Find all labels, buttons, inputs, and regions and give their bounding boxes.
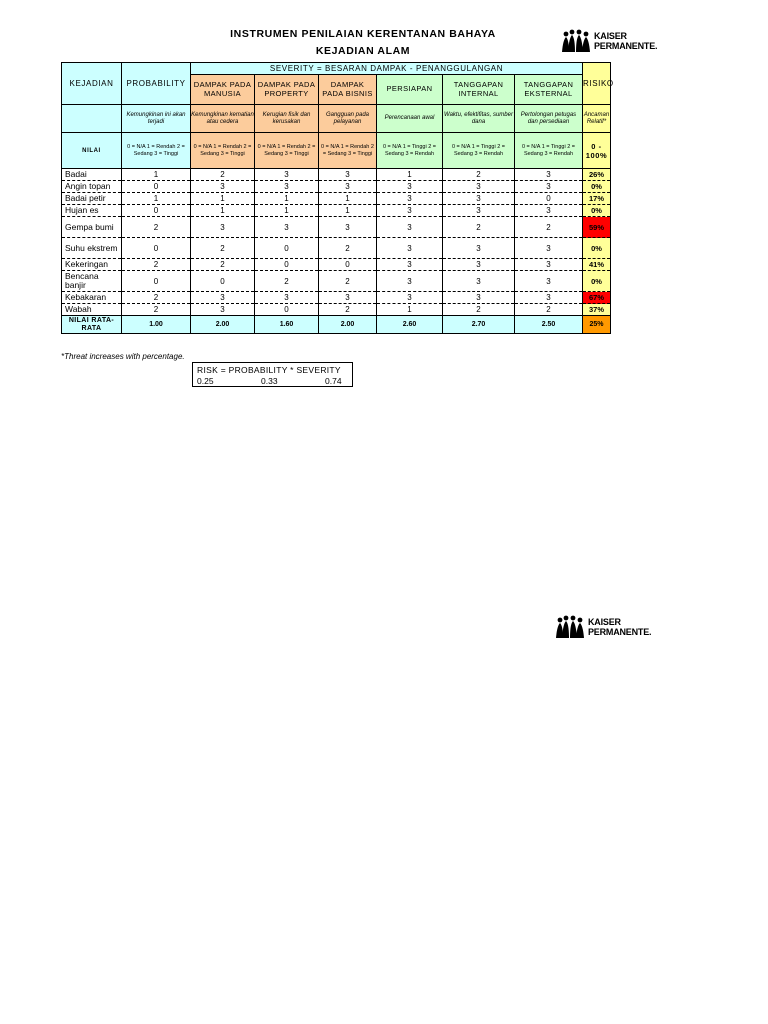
cell: 2 (191, 238, 255, 259)
desc-manusia: Kemungkinan kematian atau cedera (191, 105, 255, 133)
cell: 2 (191, 169, 255, 181)
cell: 3 (515, 259, 583, 271)
cell: 3 (319, 181, 377, 193)
cell: 3 (515, 238, 583, 259)
header-persiapan: PERSIAPAN (377, 75, 443, 105)
cell: 3 (255, 181, 319, 193)
header-dampak-bisnis: DAMPAK PADA BISNIS (319, 75, 377, 105)
table-row (62, 193, 611, 205)
formula-value: 0.25 (197, 376, 214, 386)
risk-cell: 0% (583, 205, 611, 217)
cell: 3 (377, 205, 443, 217)
risk-cell: 0% (583, 181, 611, 193)
cell: 3 (515, 271, 583, 292)
cell: 1 (377, 169, 443, 181)
risk-cell: 67% (583, 292, 611, 304)
header-dampak-manusia: DAMPAK PADA MANUSIA (191, 75, 255, 105)
average-cell: 2.00 (191, 316, 255, 334)
cell: 3 (255, 169, 319, 181)
nilai-risiko: 0 - 100% (583, 133, 611, 169)
header-tanggapan-eksternal: TANGGAPAN EKSTERNAL (515, 75, 583, 105)
table-row (62, 271, 611, 292)
cell: 1 (191, 205, 255, 217)
row-name: Hujan es (62, 205, 122, 217)
cell: 1 (122, 193, 191, 205)
nilai-internal: 0 = N/A 1 = Tinggi 2 = Sedang 3 = Rendah (443, 133, 515, 169)
cell: 3 (191, 304, 255, 316)
cell: 2 (191, 259, 255, 271)
average-label: NILAI RATA-RATA (62, 316, 122, 334)
cell: 1 (319, 193, 377, 205)
cell: 3 (377, 217, 443, 238)
cell: 0 (255, 259, 319, 271)
kaiser-logo-top (560, 28, 657, 54)
cell: 2 (443, 169, 515, 181)
cell: 0 (515, 193, 583, 205)
cell: 1 (377, 304, 443, 316)
header-risiko: RISIKO (583, 63, 611, 105)
row-name: Badai (62, 169, 122, 181)
row-name: Angin topan (62, 181, 122, 193)
cell: 2 (443, 304, 515, 316)
cell: 3 (319, 292, 377, 304)
cell: 3 (515, 181, 583, 193)
cell: 3 (377, 271, 443, 292)
formula-value: 0.33 (261, 376, 278, 386)
average-cell: 2.00 (319, 316, 377, 334)
cell: 1 (122, 169, 191, 181)
hazard-table (61, 62, 614, 334)
nilai-property: 0 = N/A 1 = Rendah 2 = Sedang 3 = Tinggi (255, 133, 319, 169)
page-title: INSTRUMEN PENILAIAN KERENTANAN BAHAYA (230, 28, 496, 40)
cell: 3 (515, 205, 583, 217)
cell: 3 (191, 292, 255, 304)
cell: 3 (515, 292, 583, 304)
kaiser-logo-icon (560, 28, 592, 54)
average-cell: 2.50 (515, 316, 583, 334)
desc-persiapan: Perencanaan awal (377, 105, 443, 133)
cell: 3 (443, 193, 515, 205)
footnote: *Threat increases with percentage. (61, 352, 185, 361)
logo-line1: KAISER (588, 617, 621, 627)
cell: 2 (443, 217, 515, 238)
cell: 3 (443, 238, 515, 259)
average-cell: 1.60 (255, 316, 319, 334)
cell: 2 (515, 217, 583, 238)
risk-cell: 26% (583, 169, 611, 181)
cell: 0 (122, 238, 191, 259)
row-name: Kebakaran (62, 292, 122, 304)
header-tanggapan-internal: TANGGAPAN INTERNAL (443, 75, 515, 105)
cell: 3 (443, 205, 515, 217)
logo-line2: PERMANENTE. (594, 41, 658, 51)
nilai-bisnis: 0 = N/A 1 = Rendah 2 = Sedang 3 = Tinggi (319, 133, 377, 169)
cell: 3 (319, 169, 377, 181)
cell: 3 (443, 271, 515, 292)
row-name: Wabah (62, 304, 122, 316)
average-cell: 2.60 (377, 316, 443, 334)
average-row (62, 316, 611, 334)
cell: 3 (515, 169, 583, 181)
header-dampak-property: DAMPAK PADA PROPERTY (255, 75, 319, 105)
cell: 3 (377, 181, 443, 193)
risk-cell: 59% (583, 217, 611, 238)
table-row (62, 217, 611, 238)
desc-bisnis: Gangguan pada pelayanan (319, 105, 377, 133)
row-name: Bencana banjir (62, 271, 122, 292)
kaiser-logo-icon (554, 614, 586, 640)
cell: 2 (319, 238, 377, 259)
cell: 3 (255, 217, 319, 238)
cell: 3 (443, 259, 515, 271)
row-name: Gempa bumi (62, 217, 122, 238)
cell: 1 (319, 205, 377, 217)
cell: 2 (122, 259, 191, 271)
risk-cell: 0% (583, 238, 611, 259)
table-row (62, 238, 611, 259)
header-kejadian: KEJADIAN (62, 63, 122, 105)
row-name: Badai petir (62, 193, 122, 205)
logo-line2: PERMANENTE. (588, 627, 652, 637)
nilai-persiapan: 0 = N/A 1 = Tinggi 2 = Sedang 3 = Rendah (377, 133, 443, 169)
risk-cell: 41% (583, 259, 611, 271)
cell: 3 (377, 259, 443, 271)
kaiser-logo-bottom (554, 614, 651, 640)
cell: 3 (191, 217, 255, 238)
table-row (62, 292, 611, 304)
cell: 3 (377, 238, 443, 259)
cell: 3 (377, 193, 443, 205)
cell: 0 (255, 238, 319, 259)
header-probability: PROBABILITY (122, 63, 191, 105)
average-cell: 2.70 (443, 316, 515, 334)
cell: 1 (255, 205, 319, 217)
table-row (62, 304, 611, 316)
cell: 2 (122, 292, 191, 304)
cell: 2 (515, 304, 583, 316)
cell: 0 (255, 304, 319, 316)
cell: 0 (319, 259, 377, 271)
desc-empty (62, 105, 122, 133)
cell: 2 (319, 304, 377, 316)
desc-probability: Kemungkinan ini akan terjadi (122, 105, 191, 133)
cell: 3 (319, 217, 377, 238)
formula-text: RISK = PROBABILITY * SEVERITY (197, 365, 341, 375)
cell: 2 (122, 217, 191, 238)
formula-value: 0.74 (325, 376, 342, 386)
table-row (62, 259, 611, 271)
page-subtitle: KEJADIAN ALAM (315, 45, 411, 57)
nilai-eksternal: 0 = N/A 1 = Tinggi 2 = Sedang 3 = Rendah (515, 133, 583, 169)
cell: 0 (122, 271, 191, 292)
cell: 0 (191, 271, 255, 292)
cell: 2 (319, 271, 377, 292)
cell: 3 (191, 181, 255, 193)
cell: 0 (122, 205, 191, 217)
table-row (62, 181, 611, 193)
risk-cell: 17% (583, 193, 611, 205)
cell: 3 (443, 181, 515, 193)
row-name: Suhu ekstrem (62, 238, 122, 259)
risk-cell: 0% (583, 271, 611, 292)
row-name: Kekeringan (62, 259, 122, 271)
logo-line1: KAISER (594, 31, 627, 41)
cell: 3 (377, 292, 443, 304)
header-severity: SEVERITY = BESARAN DAMPAK - PENANGGULANGAN (191, 63, 583, 75)
nilai-manusia: 0 = N/A 1 = Rendah 2 = Sedang 3 = Tinggi (191, 133, 255, 169)
desc-eksternal: Pertolongan petugas dan persediaan (515, 105, 583, 133)
desc-property: Kerugian fisik dan kerusakan (255, 105, 319, 133)
cell: 3 (443, 292, 515, 304)
average-risk: 25% (583, 316, 611, 334)
table-row (62, 169, 611, 181)
cell: 1 (255, 193, 319, 205)
desc-risiko: Ancaman Relatif* (583, 105, 611, 133)
cell: 1 (191, 193, 255, 205)
cell: 3 (255, 292, 319, 304)
cell: 0 (122, 181, 191, 193)
risk-formula-box (192, 362, 353, 387)
nilai-label: NILAI (62, 133, 122, 169)
nilai-probability: 0 = N/A 1 = Rendah 2 = Sedang 3 = Tinggi (122, 133, 191, 169)
cell: 2 (255, 271, 319, 292)
table-row (62, 205, 611, 217)
average-cell: 1.00 (122, 316, 191, 334)
cell: 2 (122, 304, 191, 316)
risk-cell: 37% (583, 304, 611, 316)
desc-internal: Waktu, efektifitas, sumber dana (443, 105, 515, 133)
